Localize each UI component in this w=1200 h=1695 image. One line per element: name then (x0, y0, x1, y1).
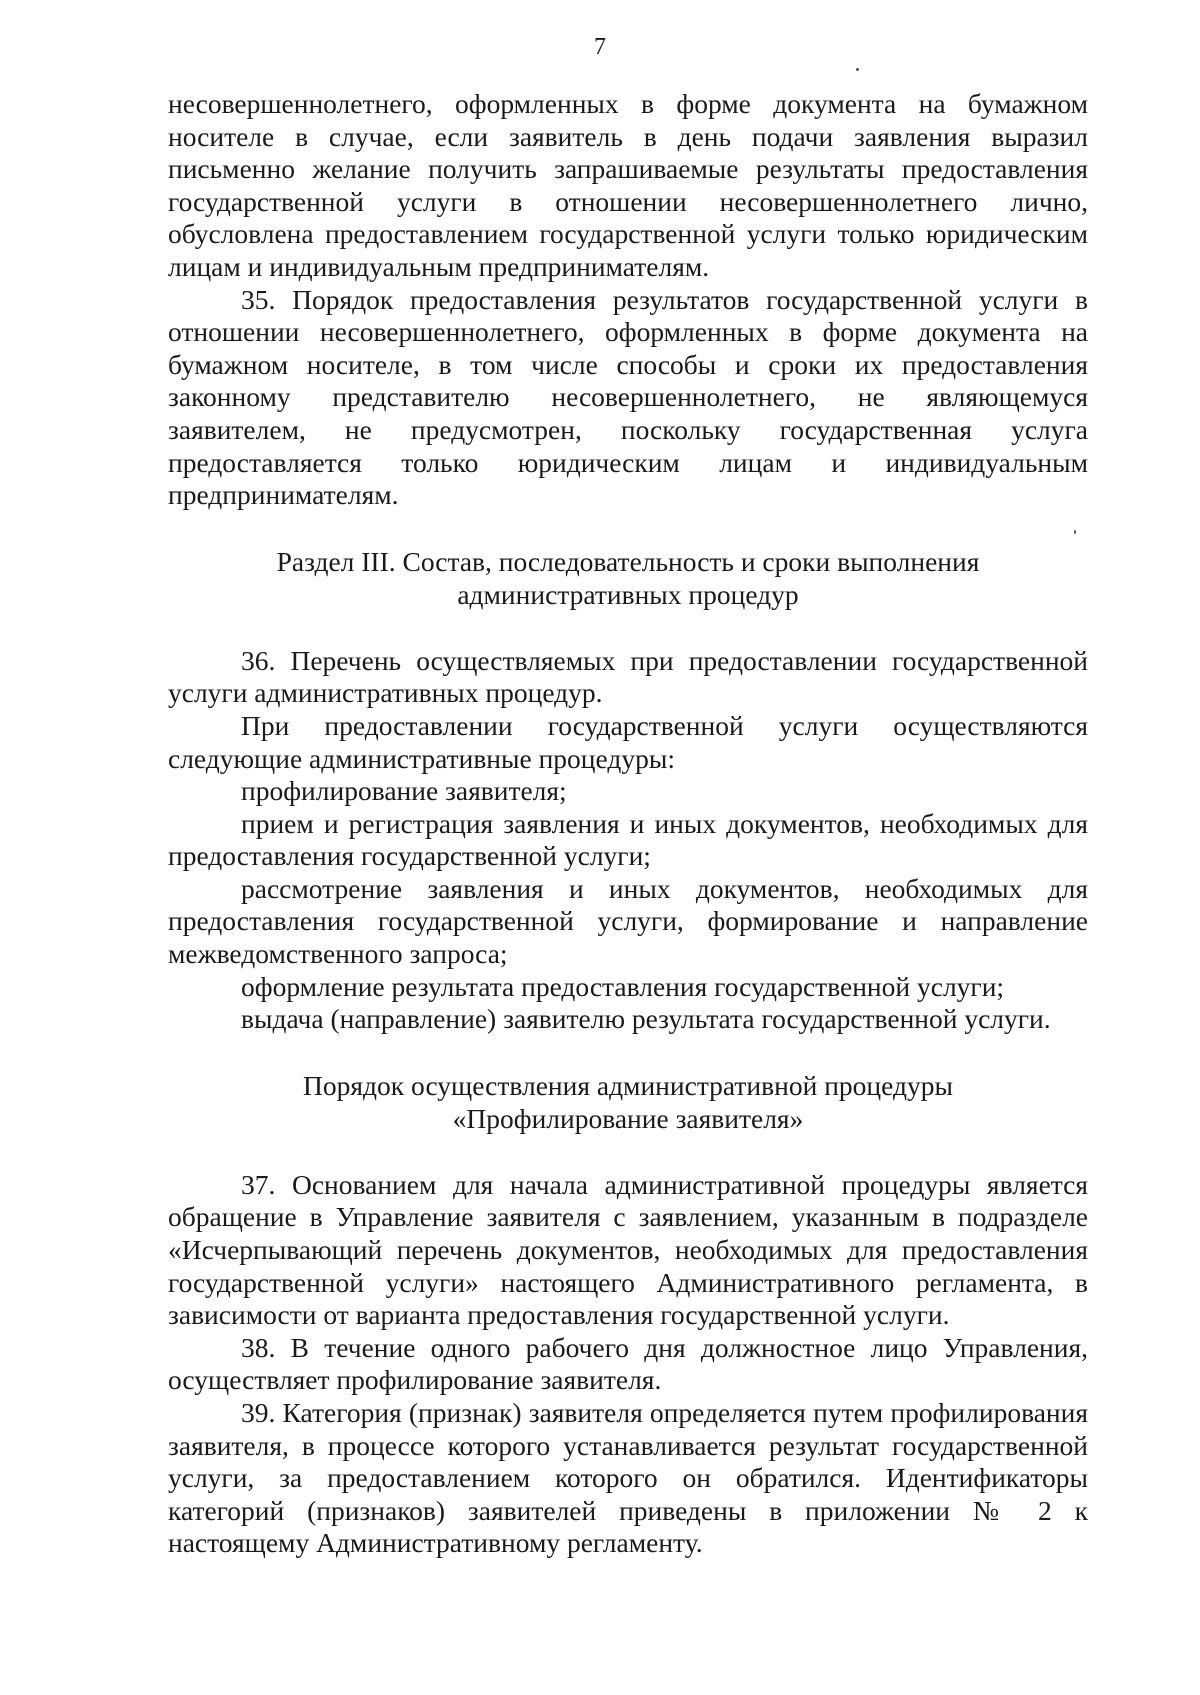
procedure-item: профилирование заявителя; (241, 775, 567, 807)
subsection-heading (168, 1069, 1088, 1135)
section-heading-line2: административных процедур (457, 578, 799, 610)
subsection-heading-line2: «Профилирование заявителя» (452, 1102, 804, 1134)
section-heading-line1: Раздел III. Состав, последовательность и сроки выполнения (276, 545, 980, 577)
paragraph-procedures-intro: При предоставлении государственной услуги осуществляются следующие административные процедуры: (168, 709, 1088, 774)
procedure-item: оформление результата предоставления государственной услуги; (241, 970, 1005, 1002)
paragraph-35: 35. Порядок предоставления результатов государственной услуги в отношении несовершеннолетнего, оформленных в форме документа на бумажном носителе, в том числе способы и сроки их предоставления законному представителю несовершеннолетнего, не являющемуся заявителем, не предусмотрен, поскольку государственная услуга предоставляется только юридическим лицам и индивидуальным предпринимателям. (168, 283, 1088, 511)
page-number: 7 (594, 34, 606, 60)
paragraph-36: 36. Перечень осуществляемых при предоставлении государственной услуги административных процедур. (168, 644, 1088, 709)
procedure-item: прием и регистрация заявления и иных документов, необходимых для предоставления государственной услуги; (168, 807, 1088, 872)
paragraph-38: 38. В течение одного рабочего дня должностное лицо Управления, осуществляет профилирование заявителя. (168, 1331, 1088, 1396)
section-heading (168, 545, 1088, 611)
procedure-item: выдача (направление) заявителю результата государственной услуги. (241, 1003, 1051, 1035)
subsection-heading-line1: Порядок осуществления административной процедуры (303, 1069, 953, 1101)
paragraph-39: 39. Категория (признак) заявителя определяется путем профилирования заявителя, в процессе которого устанавливается результат государственной услуги, за предоставлением которого он обратился. Идентификаторы категорий (признаков) заявителей приведены в приложении № 2 к настоящему Административному регламенту. (168, 1397, 1088, 1559)
paragraph-continuation: несовершеннолетнего, оформленных в форме документа на бумажном носителе в случае, если заявитель в день подачи заявления выразил письменно желание получить запрашиваемые результаты предоставления государственной услуги в отношении несовершеннолетнего лично, обусловлена предоставлением государственной услуги только юридическим лицам и индивидуальным предпринимателям. (168, 88, 1088, 282)
scan-speck (856, 68, 859, 71)
procedure-item: рассмотрение заявления и иных документов, необходимых для предоставления государственной услуги, формирование и направление межведомственного запроса; (168, 872, 1088, 970)
document-body (168, 88, 1088, 1560)
paragraph-37: 37. Основанием для начала административной процедуры является обращение в Управление заявителя с заявлением, указанным в подразделе «Исчерпывающий перечень документов, необходимых для предоставления государственной услуги» настоящего Административного регламента, в зависимости от варианта предоставления государственной услуги. (168, 1168, 1088, 1331)
